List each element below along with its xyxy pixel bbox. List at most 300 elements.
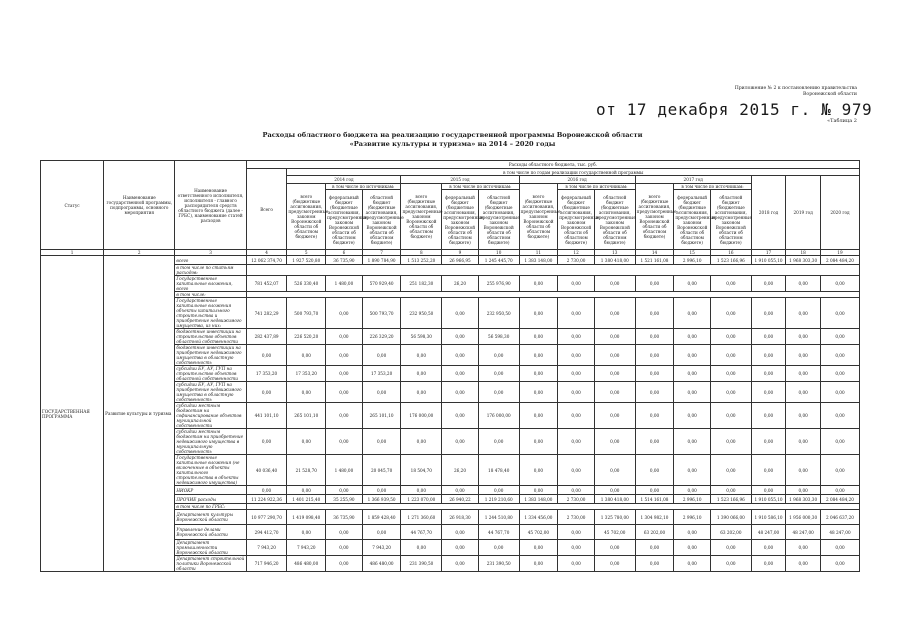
value-cell: 255 976,90: [478, 276, 519, 292]
value-cell: 0,00: [326, 556, 363, 572]
value-cell: 0,00: [558, 525, 595, 540]
header-federal: федеральный бюджет (бюджетные ассигнования, предусмотренные законом Воронежской области об областном бюджете): [558, 190, 595, 250]
program-status: ГОСУДАРСТВЕННАЯ ПРОГРАММА: [41, 256, 104, 572]
value-cell: 21 528,70: [287, 455, 326, 486]
value-cell: 0,00: [711, 455, 752, 486]
value-cell: 441 101,10: [246, 403, 287, 429]
value-cell: 12 062 374,70: [246, 256, 287, 265]
value-cell: 0,00: [594, 429, 635, 455]
value-cell: 0,00: [478, 366, 519, 382]
value-cell: 1 304 982,10: [635, 510, 674, 525]
value-cell: 2 046 637,20: [820, 510, 859, 525]
header-year-2019: 2019 год: [786, 176, 821, 250]
value-cell: 1 523 166,96: [711, 495, 752, 504]
header-regional: областной бюджет (бюджетные ассигнования, предусмотренные законом Воронежской области об областном бюджете): [362, 190, 401, 250]
value-cell: 0,00: [519, 540, 558, 556]
value-cell: 36 735,90: [326, 510, 363, 525]
value-cell: 0,00: [401, 345, 442, 366]
table-row: [41, 256, 860, 265]
value-cell: 0,00: [558, 298, 595, 329]
value-cell: 0,00: [635, 345, 674, 366]
value-cell: 0,00: [820, 556, 859, 572]
value-cell: 265 101,10: [362, 403, 401, 429]
value-cell: 0,00: [594, 298, 635, 329]
value-cell: 0,00: [442, 329, 479, 345]
value-cell: 0,00: [786, 540, 821, 556]
header-all-year: всего (бюджетные ассигнования, предусмотренные законом Воронежской области об областном бюджете): [401, 184, 442, 250]
value-cell: 0,00: [711, 345, 752, 366]
column-number: 1: [41, 250, 104, 256]
value-cell: 0,00: [594, 366, 635, 382]
value-cell: 232 950,50: [401, 298, 442, 329]
value-cell: 0,00: [635, 329, 674, 345]
value-cell: 0,00: [820, 486, 859, 495]
value-cell: 0,00: [711, 486, 752, 495]
value-cell: 1 968 303,30: [786, 495, 821, 504]
header-year-2017: 2017 год: [635, 176, 751, 184]
row-label: субсидии местным бюджетам на приобретение недвижимого имущества в муниципальную собственность: [175, 429, 246, 455]
value-cell: 0,00: [674, 403, 711, 429]
document-title: [0, 131, 905, 148]
value-cell: 0,00: [442, 345, 479, 366]
header-all-year: всего (бюджетные ассигнования, предусмотренные законом Воронежской области об областном бюджете): [287, 184, 326, 250]
value-cell: 63 202,00: [635, 525, 674, 540]
value-cell: 0,00: [246, 382, 287, 403]
value-cell: 0,00: [751, 329, 786, 345]
value-cell: 1 244 510,80: [478, 510, 519, 525]
value-cell: 0,00: [711, 556, 752, 572]
value-cell: 0,00: [401, 486, 442, 495]
value-cell: 1 390 066,00: [711, 510, 752, 525]
value-cell: 18 478,40: [478, 455, 519, 486]
value-cell: 1 366 939,50: [362, 495, 401, 504]
value-cell: 0,00: [519, 429, 558, 455]
value-cell: 0,00: [751, 276, 786, 292]
header-sources: в том числе по источникам:: [674, 184, 751, 190]
value-cell: 56 598,30: [401, 329, 442, 345]
value-cell: 0,00: [401, 382, 442, 403]
header-all-year: всего (бюджетные ассигнования, предусмотренные законом Воронежской области об областном бюджете): [635, 184, 674, 250]
value-cell: 0,00: [442, 382, 479, 403]
value-cell: 1 271 360,60: [401, 510, 442, 525]
value-cell: 26,20: [442, 455, 479, 486]
value-cell: 0,00: [519, 345, 558, 366]
value-cell: 0,00: [635, 366, 674, 382]
column-number: 19: [820, 250, 859, 256]
value-cell: 0,00: [751, 429, 786, 455]
value-cell: 0,00: [711, 382, 752, 403]
value-cell: 0,00: [326, 366, 363, 382]
value-cell: 0,00: [519, 276, 558, 292]
value-cell: 0,00: [594, 486, 635, 495]
value-cell: 0,00: [635, 486, 674, 495]
row-label: бюджетные инвестиции на строительство объектов областной собственности: [175, 329, 246, 345]
column-number: 8: [401, 250, 442, 256]
row-label: Департамент промышленности Воронежской области: [175, 540, 246, 556]
column-number: 15: [674, 250, 711, 256]
value-cell: 0,00: [519, 403, 558, 429]
value-cell: 0,00: [820, 345, 859, 366]
value-cell: 1 514 161,08: [635, 495, 674, 504]
row-label: Департамент культуры Воронежской области: [175, 510, 246, 525]
row-label: Управление делами Воронежской области: [175, 525, 246, 540]
value-cell: 0,00: [442, 429, 479, 455]
value-cell: 7 943,20: [287, 540, 326, 556]
value-cell: 2 730,00: [558, 495, 595, 504]
value-cell: 7 943,20: [362, 540, 401, 556]
value-cell: 486 480,00: [287, 556, 326, 572]
value-cell: 0,00: [674, 486, 711, 495]
value-cell: 1 513 252,20: [401, 256, 442, 265]
value-cell: 1 334 456,00: [519, 510, 558, 525]
value-cell: 0,00: [442, 540, 479, 556]
value-cell: 0,00: [820, 429, 859, 455]
value-cell: 0,00: [558, 366, 595, 382]
value-cell: 0,00: [711, 329, 752, 345]
value-cell: 1 890 784,90: [362, 256, 401, 265]
value-cell: 0,00: [820, 382, 859, 403]
value-cell: 1 859 428,40: [362, 510, 401, 525]
header-status: Статус: [41, 161, 104, 250]
value-cell: 2 730,00: [558, 256, 595, 265]
value-cell: 0,00: [820, 329, 859, 345]
value-cell: 231 390,50: [478, 556, 519, 572]
value-cell: 0,00: [674, 329, 711, 345]
value-cell: 0,00: [786, 556, 821, 572]
value-cell: 0,00: [519, 455, 558, 486]
value-cell: 0,00: [711, 276, 752, 292]
value-cell: 717 946,20: [246, 556, 287, 572]
column-number: 9: [442, 250, 479, 256]
value-cell: 0,00: [786, 429, 821, 455]
value-cell: 0,00: [820, 540, 859, 556]
value-cell: 0,00: [401, 429, 442, 455]
budget-table: [40, 160, 860, 572]
header-sources: в том числе по источникам:: [326, 184, 401, 190]
value-cell: 26 966,95: [442, 256, 479, 265]
value-cell: 282 437,89: [246, 329, 287, 345]
value-cell: 0,00: [635, 556, 674, 572]
row-label: ПРОЧИЕ расходы: [175, 495, 246, 504]
value-cell: 226 520,20: [287, 329, 326, 345]
value-cell: 17 353,20: [246, 366, 287, 382]
value-cell: 0,00: [674, 556, 711, 572]
row-label: Департамент строительной политики Воронежской области: [176, 556, 245, 571]
column-number: 6: [326, 250, 363, 256]
column-number: 12: [558, 250, 595, 256]
column-number: 14: [635, 250, 674, 256]
value-cell: 1 219 210,60: [478, 495, 519, 504]
row-label: субсидии БУ, АУ, ГУП на строительство объектов областной собственности: [175, 366, 246, 382]
value-cell: 0,00: [786, 382, 821, 403]
value-cell: 741 282,29: [246, 298, 287, 329]
header-year-2016: 2016 год: [519, 176, 635, 184]
value-cell: 0,00: [751, 455, 786, 486]
value-cell: 1 383 148,00: [519, 256, 558, 265]
header-budget: Расходы областного бюджета, тыс. руб.: [246, 161, 859, 169]
column-number: 7: [362, 250, 401, 256]
value-cell: 0,00: [519, 329, 558, 345]
header-sources: в том числе по источникам:: [558, 184, 635, 190]
row-label: НИОКР: [175, 486, 246, 495]
value-cell: 26 918,30: [442, 510, 479, 525]
column-number: 2: [104, 250, 175, 256]
column-number: 10: [478, 250, 519, 256]
value-cell: 0,00: [786, 329, 821, 345]
value-cell: 0,00: [442, 525, 479, 540]
value-cell: 0,00: [326, 540, 363, 556]
value-cell: 0,00: [478, 540, 519, 556]
value-cell: 0,00: [558, 329, 595, 345]
value-cell: 1 927 520,80: [287, 256, 326, 265]
value-cell: 0,00: [519, 486, 558, 495]
value-cell: 0,00: [635, 403, 674, 429]
value-cell: 0,00: [478, 486, 519, 495]
value-cell: 0,00: [246, 429, 287, 455]
value-cell: 0,00: [786, 345, 821, 366]
value-cell: 63 202,00: [711, 525, 752, 540]
value-cell: 48 247,00: [820, 525, 859, 540]
value-cell: 0,00: [594, 556, 635, 572]
value-cell: 0,00: [558, 403, 595, 429]
value-cell: 0,00: [594, 329, 635, 345]
value-cell: 0,00: [401, 366, 442, 382]
header-federal: федеральный бюджет (бюджетные ассигнования, предусмотренные законом Воронежской области об областном бюджете): [326, 190, 363, 250]
value-cell: 0,00: [751, 345, 786, 366]
value-cell: 2 730,00: [558, 510, 595, 525]
date-stamp: от 17 декабря 2015 г. № 979: [596, 100, 873, 119]
row-label: бюджетные инвестиции на приобретение недвижимого имущества в областную собственность: [175, 345, 246, 366]
value-cell: 0,00: [558, 382, 595, 403]
header-all-year: всего (бюджетные ассигнования, предусмотренные законом Воронежской области об областном бюджете): [519, 184, 558, 250]
column-number: 11: [519, 250, 558, 256]
value-cell: 0,00: [751, 486, 786, 495]
value-cell: 0,00: [786, 486, 821, 495]
value-cell: 0,00: [478, 429, 519, 455]
value-cell: 0,00: [287, 486, 326, 495]
value-cell: 1 910 055,10: [751, 495, 786, 504]
value-cell: 48 247,00: [751, 525, 786, 540]
value-cell: 0,00: [751, 382, 786, 403]
header-year-2020: 2020 год: [820, 176, 859, 250]
header-year-2018: 2018 год: [751, 176, 786, 250]
value-cell: 0,00: [594, 382, 635, 403]
header-year-2014: 2014 год: [287, 176, 401, 184]
value-cell: 0,00: [711, 540, 752, 556]
header-name: Наименование государственной программы, подпрограммы, основного мероприятия: [104, 161, 175, 250]
value-cell: 2 996,10: [674, 495, 711, 504]
value-cell: 0,00: [401, 540, 442, 556]
value-cell: 2 084 484,20: [820, 256, 859, 265]
value-cell: 0,00: [786, 403, 821, 429]
value-cell: 1 910 586,10: [751, 510, 786, 525]
value-cell: 0,00: [326, 298, 363, 329]
value-cell: 26,20: [442, 276, 479, 292]
value-cell: 1 956 000,30: [786, 510, 821, 525]
column-number: 16: [711, 250, 752, 256]
column-number: 4: [246, 250, 287, 256]
value-cell: 0,00: [820, 276, 859, 292]
value-cell: 1 523 166,96: [711, 256, 752, 265]
value-cell: 0,00: [711, 366, 752, 382]
header-recipient: Наименование ответственного исполнителя, исполнителя - главного распорядителя средств областного бюджета (далее - ГРБС), наименование статей расходов: [175, 161, 246, 250]
value-cell: 0,00: [362, 429, 401, 455]
value-cell: 0,00: [326, 382, 363, 403]
value-cell: 1 401 215,40: [287, 495, 326, 504]
value-cell: 0,00: [287, 429, 326, 455]
value-cell: 1 480,00: [326, 455, 363, 486]
value-cell: 1 480,00: [326, 276, 363, 292]
value-cell: 0,00: [442, 366, 479, 382]
value-cell: 0,00: [558, 486, 595, 495]
value-cell: 1 419 098,40: [287, 510, 326, 525]
value-cell: 0,00: [751, 366, 786, 382]
value-cell: 0,00: [287, 382, 326, 403]
column-number: 18: [786, 250, 821, 256]
value-cell: 0,00: [674, 525, 711, 540]
value-cell: 294 412,70: [246, 525, 287, 540]
column-number: 17: [751, 250, 786, 256]
value-cell: 265 101,10: [287, 403, 326, 429]
value-cell: 0,00: [594, 540, 635, 556]
value-cell: 0,00: [594, 403, 635, 429]
value-cell: 45 702,00: [594, 525, 635, 540]
value-cell: 0,00: [326, 429, 363, 455]
value-cell: 0,00: [287, 345, 326, 366]
value-cell: 0,00: [751, 298, 786, 329]
value-cell: 0,00: [674, 382, 711, 403]
value-cell: 0,00: [674, 455, 711, 486]
value-cell: 526 330,40: [287, 276, 326, 292]
value-cell: 0,00: [786, 366, 821, 382]
value-cell: 0,00: [326, 486, 363, 495]
header-federal: федеральный бюджет (бюджетные ассигнования, предусмотренные законом Воронежской области об областном бюджете): [674, 190, 711, 250]
value-cell: 1 910 055,10: [751, 256, 786, 265]
value-cell: 0,00: [326, 525, 363, 540]
value-cell: 0,00: [674, 298, 711, 329]
row-label: Государственные капитальные вложения объекты капитального строительства и приобретение недвижимого имущества, из них:: [175, 298, 246, 329]
value-cell: 2 996,10: [674, 256, 711, 265]
value-cell: 0,00: [362, 486, 401, 495]
value-cell: 0,00: [786, 298, 821, 329]
value-cell: 44 767,70: [401, 525, 442, 540]
header-regional: областной бюджет (бюджетные ассигнования, предусмотренные законом Воронежской области об областном бюджете): [711, 190, 752, 250]
value-cell: 0,00: [558, 556, 595, 572]
column-number: 5: [287, 250, 326, 256]
value-cell: 0,00: [635, 382, 674, 403]
value-cell: 0,00: [751, 540, 786, 556]
header-federal: федеральный бюджет (бюджетные ассигнования, предусмотренные законом Воронежской области об областном бюджете): [442, 190, 479, 250]
title-line-1: Расходы областного бюджета на реализацию государственной программы Воронежской области: [262, 131, 643, 139]
value-cell: 35 255,90: [326, 495, 363, 504]
value-cell: 0,00: [442, 556, 479, 572]
value-cell: 0,00: [519, 556, 558, 572]
table-number: «Таблица 2: [827, 118, 857, 124]
empty-cells: [246, 265, 859, 276]
value-cell: 36 735,90: [326, 256, 363, 265]
value-cell: 486 480,00: [362, 556, 401, 572]
value-cell: 0,00: [674, 429, 711, 455]
value-cell: 0,00: [635, 298, 674, 329]
value-cell: 7 943,20: [246, 540, 287, 556]
value-cell: 0,00: [246, 345, 287, 366]
value-cell: 0,00: [519, 366, 558, 382]
value-cell: 0,00: [594, 345, 635, 366]
value-cell: 0,00: [635, 455, 674, 486]
value-cell: 0,00: [711, 298, 752, 329]
value-cell: 10 977 290,70: [246, 510, 287, 525]
value-cell: 0,00: [635, 276, 674, 292]
value-cell: 0,00: [558, 455, 595, 486]
value-cell: 17 353,20: [287, 366, 326, 382]
value-cell: 11 224 922,36: [246, 495, 287, 504]
row-label: субсидии местным бюджетам на софинансирование объектов муниципальной собственности: [175, 403, 246, 429]
value-cell: 2 084 484,20: [820, 495, 859, 504]
header-year-2015: 2015 год: [401, 176, 519, 184]
value-cell: 0,00: [594, 276, 635, 292]
value-cell: 0,00: [558, 540, 595, 556]
value-cell: 0,00: [519, 298, 558, 329]
value-cell: 0,00: [674, 540, 711, 556]
row-label: всего: [175, 256, 246, 265]
value-cell: 0,00: [478, 345, 519, 366]
row-label: субсидии БУ, АУ, ГУП на приобретение недвижимого имущества в областную собственность: [175, 382, 246, 403]
value-cell: 500 793,70: [362, 298, 401, 329]
value-cell: 226 329,20: [362, 329, 401, 345]
value-cell: 176 000,00: [401, 403, 442, 429]
program-name: Развитие культуры и туризма: [104, 256, 175, 572]
value-cell: 231 390,50: [401, 556, 442, 572]
value-cell: 0,00: [246, 486, 287, 495]
value-cell: 48 247,00: [786, 525, 821, 540]
value-cell: 1 383 148,00: [519, 495, 558, 504]
value-cell: 1 245 445,70: [478, 256, 519, 265]
value-cell: 232 950,50: [478, 298, 519, 329]
value-cell: 56 598,30: [478, 329, 519, 345]
header-regional: областной бюджет (бюджетные ассигнования, предусмотренные законом Воронежской области об областном бюджете): [478, 190, 519, 250]
value-cell: 0,00: [751, 556, 786, 572]
row-label: Государственные капитальные вложения (не включенные в объекты капитального строительства в объекты недвижимого имущества): [175, 455, 246, 486]
value-cell: 1 325 780,00: [594, 510, 635, 525]
value-cell: 0,00: [326, 329, 363, 345]
value-cell: 0,00: [442, 403, 479, 429]
value-cell: 0,00: [558, 276, 595, 292]
value-cell: 0,00: [594, 455, 635, 486]
value-cell: 0,00: [635, 429, 674, 455]
value-cell: 45 702,00: [519, 525, 558, 540]
value-cell: 0,00: [635, 540, 674, 556]
value-cell: 0,00: [442, 298, 479, 329]
column-number: 3: [175, 250, 246, 256]
row-label: Государственные капитальные вложения, всего: [175, 276, 246, 292]
value-cell: 251 182,30: [401, 276, 442, 292]
value-cell: 0,00: [519, 382, 558, 403]
value-cell: 0,00: [711, 429, 752, 455]
header-regional: областной бюджет (бюджетные ассигнования, предусмотренные законом Воронежской области об областном бюджете): [594, 190, 635, 250]
value-cell: 0,00: [786, 276, 821, 292]
value-cell: 781 452,07: [246, 276, 287, 292]
value-cell: 0,00: [362, 345, 401, 366]
row-label: в том числе по ГРБС:: [175, 504, 246, 510]
value-cell: 0,00: [786, 455, 821, 486]
value-cell: 0,00: [820, 366, 859, 382]
value-cell: 0,00: [751, 403, 786, 429]
value-cell: 0,00: [326, 345, 363, 366]
value-cell: 0,00: [820, 455, 859, 486]
value-cell: 0,00: [362, 525, 401, 540]
title-line-2: «Развитие культуры и туризма» на 2014 – 2020 годы: [349, 139, 556, 148]
value-cell: 1 380 418,00: [594, 495, 635, 504]
